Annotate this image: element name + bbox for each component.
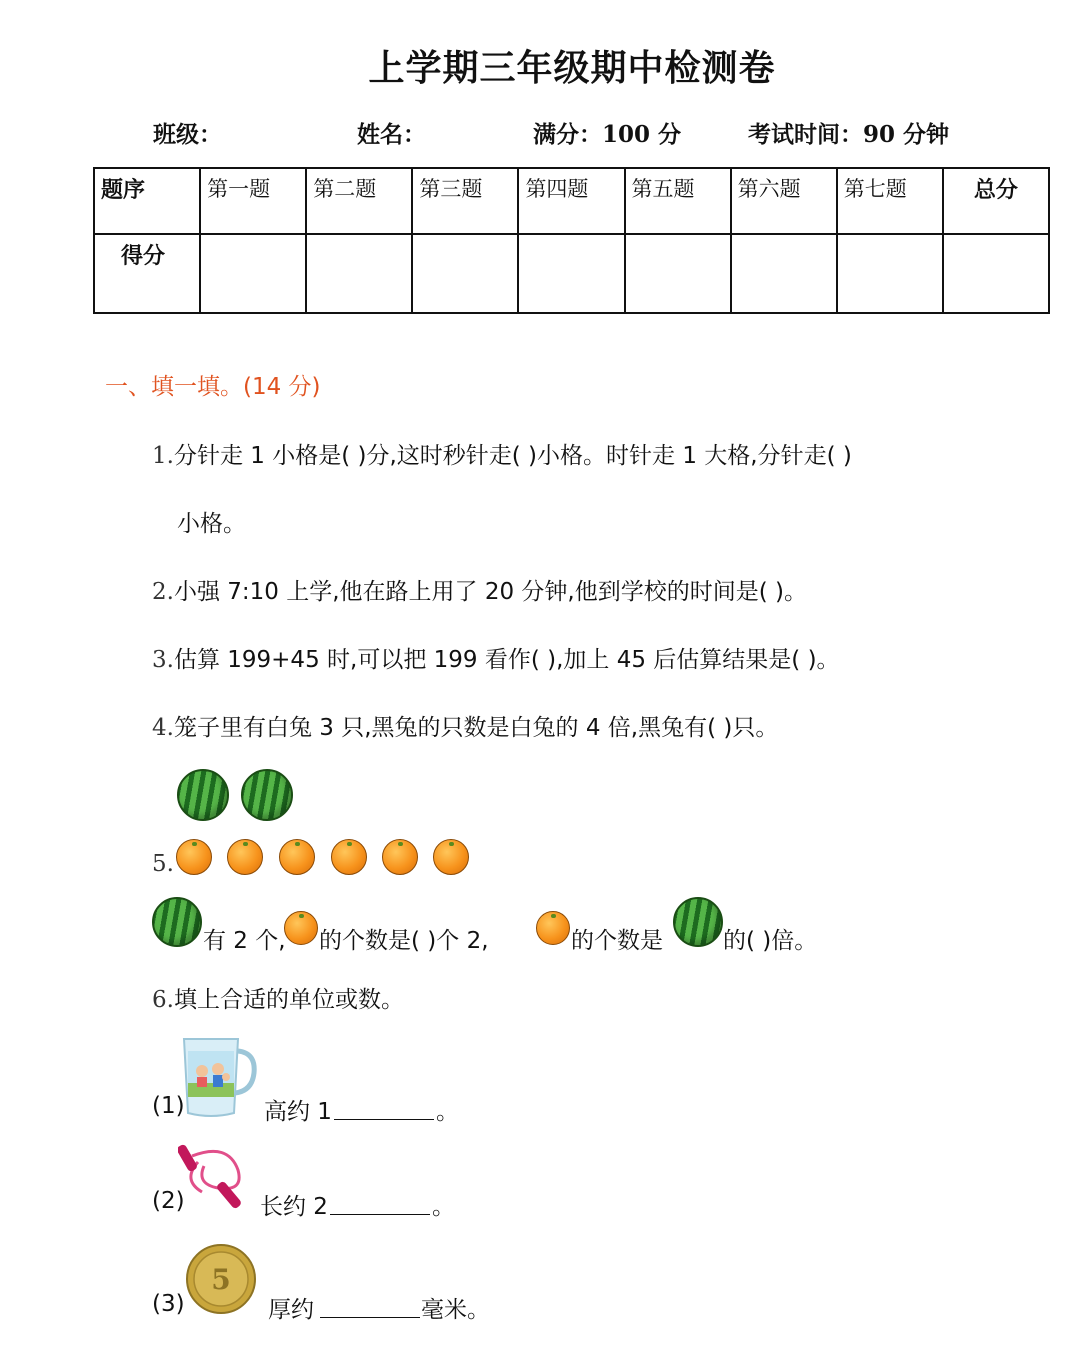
header-cell: 第五题 bbox=[625, 168, 731, 234]
orange-icon bbox=[284, 911, 318, 945]
sub-item-suffix: 毫米。 bbox=[421, 1297, 490, 1323]
header-cell: 题序 bbox=[94, 168, 200, 234]
header-cell: 第一题 bbox=[200, 168, 306, 234]
score-table-header-row bbox=[94, 168, 1049, 234]
score-row-label: 得分 bbox=[94, 234, 200, 313]
score-cell[interactable] bbox=[837, 234, 943, 313]
orange-icon bbox=[279, 839, 315, 875]
question-5-part-b: 的个数是( )个 2, bbox=[319, 928, 489, 954]
class-label: 班级： bbox=[153, 121, 222, 148]
score-cell[interactable] bbox=[200, 234, 306, 313]
question-number: 5. bbox=[152, 851, 174, 877]
score-table bbox=[93, 167, 1050, 314]
watermelon-icon bbox=[177, 769, 229, 821]
watermelon-icon bbox=[673, 897, 723, 947]
score-cell[interactable] bbox=[625, 234, 731, 313]
sub-item-suffix: 。 bbox=[436, 1099, 459, 1125]
header-cell: 第二题 bbox=[306, 168, 412, 234]
question-2 bbox=[152, 573, 807, 606]
score-cell[interactable] bbox=[731, 234, 837, 313]
header-cell: 总分 bbox=[943, 168, 1049, 234]
sub-item-label: (1) bbox=[152, 1093, 185, 1119]
sub-item-prefix: 长约 2 bbox=[260, 1194, 328, 1220]
question-5-part-c: 的个数是 bbox=[571, 928, 663, 954]
header-cell: 第三题 bbox=[412, 168, 518, 234]
sub-item-suffix: 。 bbox=[432, 1194, 455, 1220]
sub-item-prefix: 厚约 bbox=[268, 1297, 314, 1323]
name-label: 姓名： bbox=[357, 121, 426, 148]
watermelon-icon bbox=[152, 897, 202, 947]
sub-item-label: (3) bbox=[152, 1291, 185, 1317]
score-cell[interactable] bbox=[518, 234, 624, 313]
header-cell: 第六题 bbox=[731, 168, 837, 234]
header-cell: 第四题 bbox=[518, 168, 624, 234]
question-number: 6. bbox=[152, 987, 174, 1013]
question-text: 填上合适的单位或数。 bbox=[173, 987, 404, 1013]
section-heading: 一、填一填。(14 分) bbox=[105, 374, 321, 400]
orange-icon bbox=[433, 839, 469, 875]
orange-icon bbox=[176, 839, 212, 875]
question-number: 2. bbox=[152, 579, 174, 605]
exam-time-label: 考试时间：90 分钟 bbox=[748, 121, 950, 148]
score-cell[interactable] bbox=[306, 234, 412, 313]
sub-item-prefix: 高约 1 bbox=[264, 1099, 332, 1125]
full-score-label: 满分：100 分 bbox=[533, 121, 682, 148]
answer-blank[interactable] bbox=[320, 1295, 420, 1318]
question-1-continued: 小格。 bbox=[177, 511, 246, 537]
question-5-number bbox=[152, 851, 174, 877]
question-3 bbox=[152, 641, 840, 674]
question-text: 小强 7:10 上学,他在路上用了 20 分钟,他到学校的时间是( )。 bbox=[173, 579, 807, 605]
question-text: 估算 199+45 时,可以把 199 看作( ),加上 45 后估算结果是( )。 bbox=[173, 647, 840, 673]
score-table-score-row bbox=[94, 234, 1049, 313]
question-text: 分针走 1 小格是( )分,这时秒针走( )小格。时针走 1 大格,分针走( ) bbox=[173, 443, 852, 469]
question-1 bbox=[152, 437, 852, 470]
orange-icon bbox=[331, 839, 367, 875]
cup-icon bbox=[180, 1033, 258, 1119]
orange-icon bbox=[227, 839, 263, 875]
jump-rope-icon bbox=[178, 1140, 254, 1214]
question-text: 笼子里有白兔 3 只,黑兔的只数是白兔的 4 倍,黑兔有( )只。 bbox=[173, 715, 779, 741]
coin-number: 5 bbox=[211, 1263, 231, 1296]
coin-icon bbox=[185, 1243, 257, 1315]
question-5-part-d: 的( )倍。 bbox=[723, 928, 818, 954]
page-title: 上学期三年级期中检测卷 bbox=[368, 48, 776, 89]
question-number: 1. bbox=[152, 443, 174, 469]
question-5-part-a: 有 2 个, bbox=[203, 928, 286, 954]
score-cell[interactable] bbox=[943, 234, 1049, 313]
header-cell: 第七题 bbox=[837, 168, 943, 234]
watermelon-icon bbox=[241, 769, 293, 821]
answer-blank[interactable] bbox=[334, 1097, 434, 1120]
sub-item-label: (2) bbox=[152, 1188, 185, 1214]
orange-icon bbox=[382, 839, 418, 875]
answer-blank[interactable] bbox=[330, 1192, 430, 1215]
question-number: 3. bbox=[152, 647, 174, 673]
question-6 bbox=[152, 981, 404, 1014]
orange-icon bbox=[536, 911, 570, 945]
question-4 bbox=[152, 709, 778, 742]
question-number: 4. bbox=[152, 715, 174, 741]
score-cell[interactable] bbox=[412, 234, 518, 313]
